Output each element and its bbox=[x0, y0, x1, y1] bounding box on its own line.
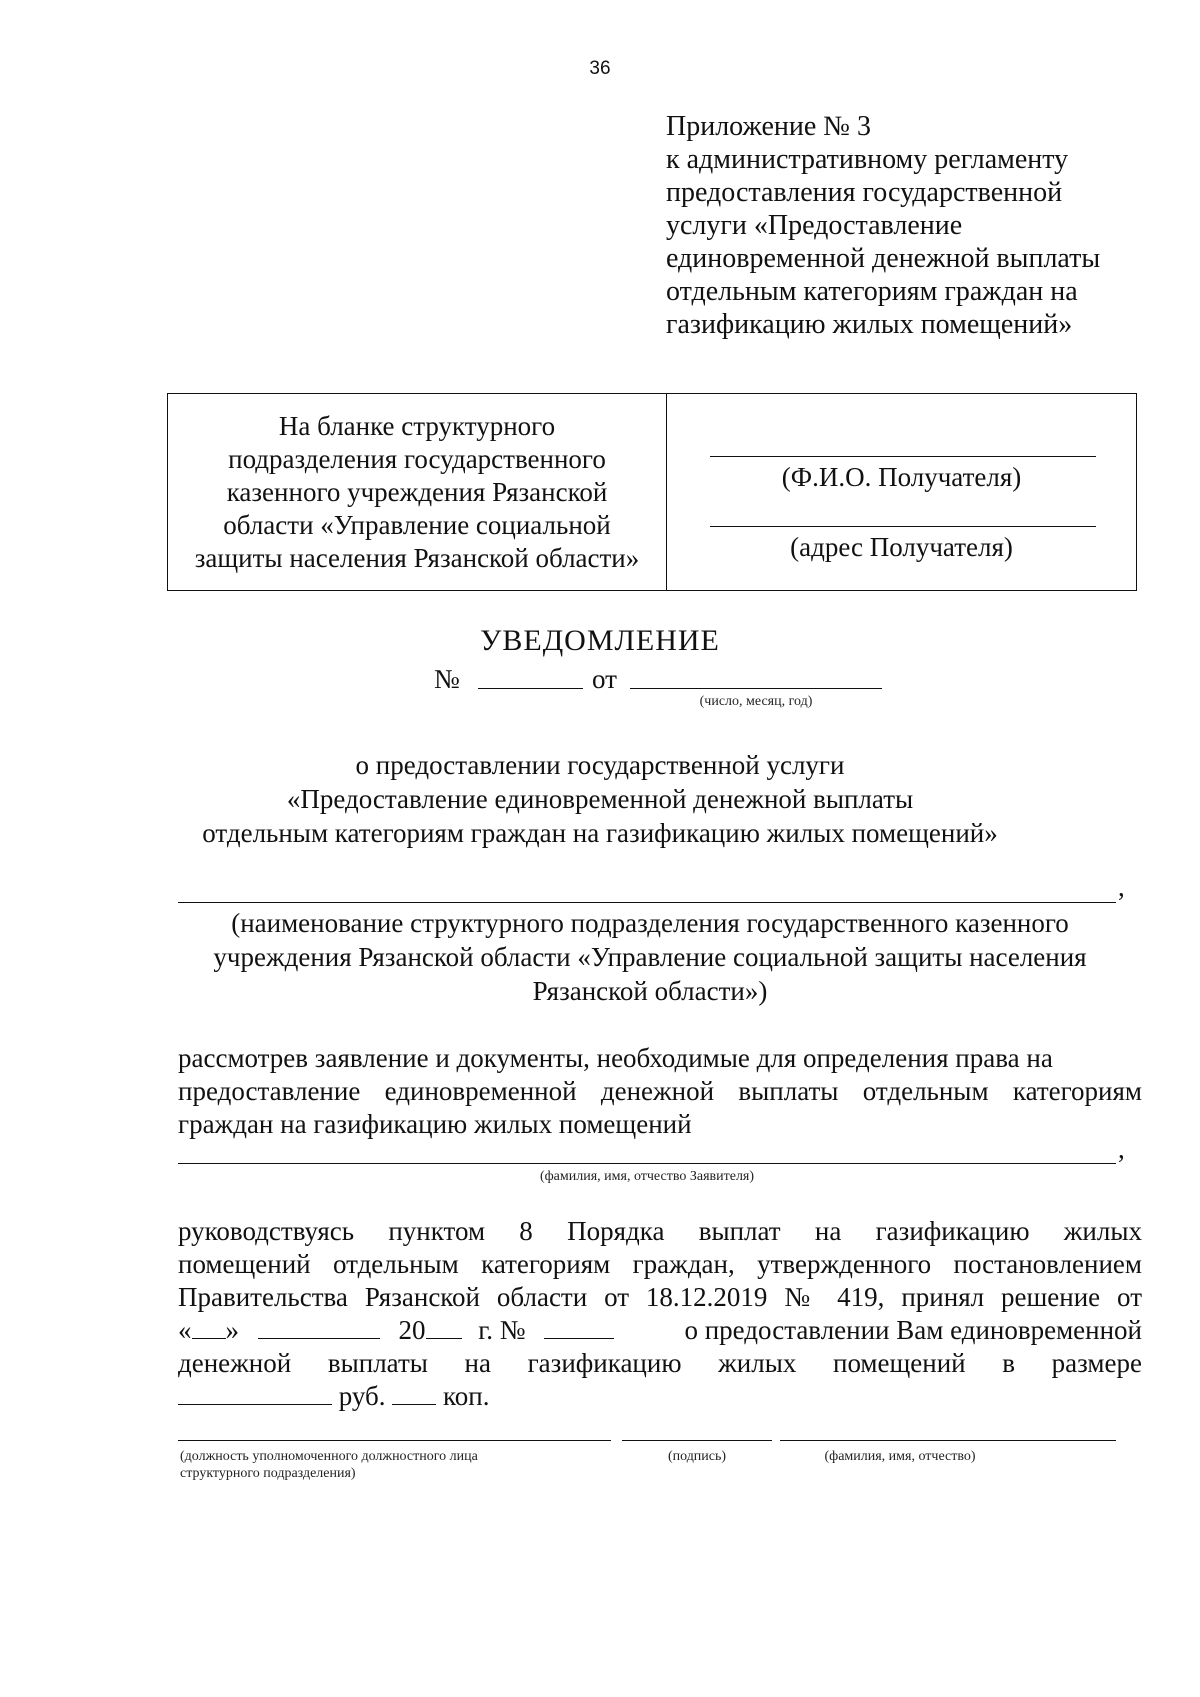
recipient-address-field[interactable] bbox=[710, 526, 1096, 527]
letterhead-line: подразделения государственного bbox=[228, 443, 606, 474]
department-comma: , bbox=[1118, 872, 1125, 902]
decision-line-4-tail: о предоставлении Вам единовременной bbox=[684, 1315, 1142, 1345]
decision-date-group bbox=[178, 1314, 614, 1347]
decision-year-field[interactable] bbox=[426, 1316, 462, 1339]
quote-close: » bbox=[225, 1315, 239, 1345]
decision-line: денежной выплаты на газификацию жилых помещений в размере bbox=[178, 1348, 1142, 1378]
official-position-field[interactable] bbox=[178, 1440, 611, 1441]
appendix-line: единовременной денежной выплаты bbox=[666, 243, 1101, 274]
header-table bbox=[167, 393, 1137, 591]
official-name-field[interactable] bbox=[780, 1440, 1116, 1441]
letterhead-line: области «Управление социальной bbox=[223, 509, 611, 540]
applicant-name-field[interactable] bbox=[178, 1163, 1116, 1164]
letterhead-line: казенного учреждения Рязанской bbox=[226, 476, 608, 507]
review-line bbox=[178, 1042, 1142, 1075]
recipient-name-caption: (Ф.И.О. Получателя) bbox=[781, 462, 1022, 492]
subject-line: отдельным категориям граждан на газификацию жилых помещений» bbox=[202, 818, 998, 848]
decision-line: руководствуясь пунктом 8 Порядка выплат на газификацию жилых bbox=[178, 1216, 1142, 1246]
decision-line: Правительства Рязанской области от 18.12.2019 № 419, принял решение от bbox=[178, 1282, 1142, 1312]
review-paragraph bbox=[178, 1042, 1142, 1141]
notice-number-field[interactable] bbox=[478, 688, 583, 689]
letterhead-line: защиты населения Рязанской области» bbox=[194, 542, 640, 573]
decision-day-field[interactable] bbox=[192, 1316, 226, 1339]
number-label: № bbox=[434, 664, 460, 694]
year-prefix: 20 bbox=[398, 1315, 426, 1345]
from-label: от bbox=[592, 664, 617, 694]
recipient-cell bbox=[667, 394, 1136, 590]
position-caption-line: структурного подразделения) bbox=[180, 1466, 356, 1481]
service-subject bbox=[0, 748, 1200, 850]
applicant-comma: , bbox=[1118, 1134, 1125, 1164]
decision-amount-line bbox=[178, 1380, 1142, 1413]
kop-label: коп. bbox=[443, 1381, 490, 1411]
signature-caption: (подпись) bbox=[667, 1449, 727, 1464]
amount-rub-field[interactable] bbox=[178, 1382, 332, 1405]
review-line: предоставление единовременной денежной выплаты отдельным категориям bbox=[178, 1076, 1142, 1106]
page-number: 36 bbox=[589, 58, 611, 79]
department-caption-line: Рязанской области») bbox=[532, 976, 768, 1006]
subject-line: о предоставлении государственной услуги bbox=[355, 750, 845, 780]
decision-paragraph bbox=[178, 1215, 1142, 1413]
appendix-line: газификацию жилых помещений» bbox=[666, 309, 1073, 340]
position-caption bbox=[180, 1448, 478, 1482]
letterhead-cell bbox=[168, 394, 667, 590]
decision-number-field[interactable] bbox=[544, 1316, 614, 1339]
appendix-line: услуги «Предоставление bbox=[666, 210, 963, 241]
department-caption bbox=[170, 906, 1130, 1008]
appendix-line: предоставления государственной bbox=[666, 177, 1063, 208]
applicant-caption: (фамилия, имя, отчество Заявителя) bbox=[539, 1169, 755, 1184]
decision-line: помещений отдельным категориям граждан, утвержденного постановлением bbox=[178, 1249, 1142, 1279]
department-caption-line: учреждения Рязанской области «Управление социальной защиты населения bbox=[213, 942, 1087, 972]
official-name-caption: (фамилия, имя, отчество) bbox=[824, 1449, 976, 1464]
quote-open: « bbox=[178, 1315, 192, 1345]
position-caption-line: (должность уполномоченного должностного лица bbox=[180, 1449, 478, 1464]
department-name-field[interactable] bbox=[178, 902, 1116, 903]
appendix-line: к административному регламенту bbox=[666, 144, 1069, 175]
amount-kop-field[interactable] bbox=[392, 1382, 436, 1405]
department-caption-line: (наименование структурного подразделения государственного казенного bbox=[231, 908, 1069, 938]
signature-field[interactable] bbox=[622, 1440, 772, 1441]
year-suffix: г. № bbox=[478, 1315, 526, 1345]
recipient-name-field[interactable] bbox=[710, 456, 1096, 457]
decision-line-4 bbox=[178, 1314, 1142, 1347]
appendix-line: отдельным категориям граждан на bbox=[666, 276, 1078, 307]
rub-label: руб. bbox=[338, 1381, 386, 1411]
appendix-header bbox=[666, 110, 1186, 341]
date-caption: (число, месяц, год) bbox=[699, 694, 813, 709]
letterhead-line: На бланке структурного bbox=[278, 410, 556, 441]
document-title: УВЕДОМЛЕНИЕ bbox=[480, 624, 720, 657]
review-line-text: рассмотрев заявление и документы, необходимые для определения права на bbox=[178, 1043, 1053, 1073]
review-line: граждан на газификацию жилых помещений bbox=[178, 1109, 692, 1139]
subject-line: «Предоставление единовременной денежной выплаты bbox=[286, 784, 914, 814]
notice-date-field[interactable] bbox=[630, 688, 882, 689]
recipient-address-caption: (адрес Получателя) bbox=[790, 532, 1013, 562]
appendix-line: Приложение № 3 bbox=[666, 111, 871, 142]
decision-month-field[interactable] bbox=[258, 1316, 380, 1339]
